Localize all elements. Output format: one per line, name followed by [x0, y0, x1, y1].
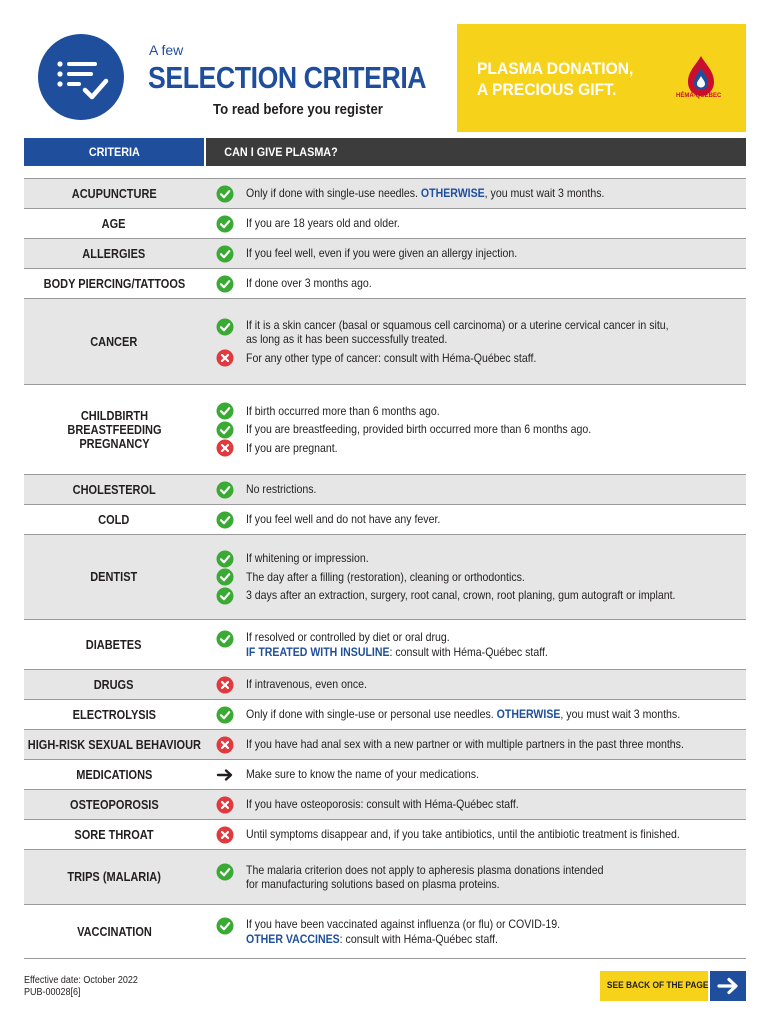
answer-cell	[214, 505, 734, 534]
answer-text-part: If you have had anal sex with a new partner or with multiple partners in the past three months.	[246, 737, 684, 752]
answer-text	[246, 351, 536, 366]
answer-item	[214, 441, 734, 456]
answer-text-part: If birth occurred more than 6 months ago.	[246, 403, 440, 418]
table-row	[24, 208, 746, 238]
answer-text-part: If intravenous, even once.	[246, 677, 367, 692]
answer-text-part: If you have been vaccinated against influenza (or flu) or COVID-19.	[246, 917, 561, 931]
check-icon	[216, 863, 234, 881]
answer-text	[246, 588, 675, 603]
answer-text	[246, 827, 680, 842]
answer-item	[214, 863, 734, 892]
criteria-label: CANCER	[90, 334, 138, 349]
answer-cell	[214, 670, 734, 699]
criteria-label: DENTIST	[90, 570, 138, 584]
answer-text-part: No restrictions.	[246, 482, 317, 497]
answer-text-part: for manufacturing solutions based on plasma proteins.	[246, 877, 500, 891]
answer-cell	[214, 850, 734, 904]
answer-item	[214, 588, 734, 603]
answer-cell	[214, 620, 734, 669]
table-row	[24, 789, 746, 819]
answer-text-line2	[246, 645, 548, 660]
criteria-label: SORE THROAT	[74, 827, 154, 842]
cross-icon	[216, 349, 234, 367]
answer-text-part: : consult with Héma-Québec staff.	[339, 931, 498, 946]
criteria-cell	[24, 209, 204, 238]
table-header	[24, 138, 746, 166]
answer-text	[246, 246, 517, 261]
criteria-label: VACCINATION	[76, 924, 152, 939]
answer-cell	[214, 179, 734, 208]
arrow-icon	[216, 766, 234, 784]
arrow-right-icon	[710, 971, 746, 1001]
check-icon	[216, 245, 234, 263]
next-page-button[interactable]	[710, 971, 746, 1001]
criteria-cell	[24, 850, 204, 904]
answer-item	[214, 404, 734, 419]
answer-item	[214, 570, 734, 585]
answer-cell	[214, 535, 734, 619]
answer-cell	[214, 299, 734, 384]
criteria-cell	[24, 790, 204, 819]
table-row	[24, 474, 746, 504]
table-row	[24, 729, 746, 759]
answer-item	[214, 351, 734, 366]
cross-icon	[216, 736, 234, 754]
answer-cell	[214, 239, 734, 268]
criteria-cell	[24, 700, 204, 729]
criteria-cell	[24, 505, 204, 534]
answer-text-part: If you are 18 years old and older.	[246, 216, 400, 231]
table-row	[24, 699, 746, 729]
answer-text	[246, 318, 669, 333]
footer-info	[24, 975, 151, 999]
criteria-label: AGE	[102, 216, 126, 231]
banner-line-1: PLASMA DONATION,	[477, 59, 634, 78]
criteria-cell	[24, 620, 204, 669]
answer-text-part: : consult with Héma-Québec staff.	[389, 644, 548, 659]
answer-text	[246, 797, 519, 812]
banner-line-2: A PRECIOUS GIFT.	[477, 80, 617, 99]
check-icon	[216, 706, 234, 724]
page-header	[0, 0, 768, 140]
publication-code: PUB-00028[6]	[24, 987, 81, 998]
criteria-label: ACUPUNCTURE	[71, 186, 157, 201]
answer-item	[214, 767, 734, 782]
criteria-label: DIABETES	[86, 637, 142, 652]
answer-item	[214, 318, 734, 347]
check-icon	[216, 215, 234, 233]
table-row	[24, 619, 746, 669]
cross-icon	[216, 676, 234, 694]
emphasis-text: OTHERWISE	[420, 186, 485, 201]
emphasis-text: OTHERWISE	[496, 707, 561, 722]
answer-text	[246, 276, 372, 291]
answer-text-part: as long as it has been successfully treated.	[246, 332, 448, 347]
answer-text-part: Only if done with single-use needles.	[246, 186, 421, 201]
plasma-banner	[457, 24, 746, 132]
answer-text-part: The malaria criterion does not apply to apheresis plasma donations intended	[246, 862, 604, 877]
table-row	[24, 759, 746, 789]
page-title: SELECTION CRITERIA	[148, 60, 427, 95]
answer-item	[214, 551, 734, 566]
criteria-cell	[24, 269, 204, 298]
criteria-cell	[24, 820, 204, 849]
answer-item	[214, 827, 734, 842]
criteria-cell	[24, 475, 204, 504]
criteria-column-header: CRITERIA	[24, 138, 204, 166]
answer-item	[214, 707, 734, 722]
answer-item	[214, 422, 734, 437]
effective-date: Effective date: October 2022	[24, 975, 138, 986]
table-row	[24, 669, 746, 699]
logo-wordmark: HÉMA-QUÉBEC	[676, 93, 722, 99]
checklist-icon	[38, 34, 124, 120]
answer-item	[214, 797, 734, 812]
criteria-label: TRIPS (MALARIA)	[67, 870, 161, 884]
check-icon	[216, 511, 234, 529]
answer-text	[246, 570, 525, 585]
answer-cell	[214, 760, 734, 789]
answer-cell	[214, 905, 734, 958]
answer-text	[246, 216, 400, 231]
criteria-cell	[24, 299, 204, 384]
answer-cell	[214, 700, 734, 729]
answer-text	[246, 917, 560, 932]
criteria-label: MEDICATIONS	[75, 767, 153, 782]
answer-text	[246, 404, 440, 419]
answer-text-part: Make sure to know the name of your medications.	[246, 767, 480, 782]
answer-text-part: Until symptoms disappear and, if you take antibiotics, until the antibiotic treatment is finished.	[246, 827, 680, 842]
check-icon	[216, 481, 234, 499]
answer-text-part: If you are breastfeeding, provided birth occurred more than 6 months ago.	[246, 422, 592, 437]
answer-text-part: If you are pregnant.	[246, 440, 338, 455]
table-row	[24, 534, 746, 619]
answer-text-part: , you must wait 3 months.	[484, 186, 605, 201]
answer-text	[246, 422, 591, 437]
answer-text-part: If whitening or impression.	[246, 551, 369, 566]
answer-item	[214, 512, 734, 527]
answer-item	[214, 677, 734, 692]
question-column-header: CAN I GIVE PLASMA?	[206, 138, 746, 166]
answer-text-part: If it is a skin cancer (basal or squamous cell carcinoma) or a uterine cervical cancer in situ,	[246, 317, 669, 332]
cross-icon	[216, 796, 234, 814]
check-icon	[216, 568, 234, 586]
page-subtitle: To read before you register	[213, 101, 383, 118]
answer-text-part: If you feel well, even if you were given an allergy injection.	[246, 246, 518, 261]
check-icon	[216, 318, 234, 336]
criteria-cell	[24, 239, 204, 268]
banner-slogan	[477, 58, 633, 100]
criteria-cell	[24, 670, 204, 699]
answer-text-part: If you have osteoporosis: consult with Héma-Québec staff.	[246, 797, 519, 812]
criteria-label: DRUGS	[94, 677, 134, 692]
answer-text	[246, 551, 369, 566]
header-prefix: A few	[149, 42, 184, 58]
table-row	[24, 904, 746, 959]
check-icon	[216, 421, 234, 439]
answer-text	[246, 482, 316, 497]
cross-icon	[216, 826, 234, 844]
criteria-cell	[24, 760, 204, 789]
table-row	[24, 238, 746, 268]
answer-text	[246, 186, 604, 201]
answer-text-line2	[246, 877, 500, 892]
check-icon	[216, 185, 234, 203]
answer-text	[246, 441, 338, 456]
check-icon	[216, 402, 234, 420]
table-row	[24, 268, 746, 298]
answer-text-part: If resolved or controlled by diet or oral drug.	[246, 630, 450, 644]
answer-text	[246, 677, 367, 692]
cross-icon	[216, 439, 234, 457]
criteria-label: ALLERGIES	[82, 246, 146, 261]
answer-cell	[214, 820, 734, 849]
criteria-label: COLD	[98, 512, 130, 527]
criteria-cell	[24, 905, 204, 958]
table-row	[24, 298, 746, 384]
answer-item	[214, 630, 734, 659]
answer-item	[214, 246, 734, 261]
table-row	[24, 384, 746, 474]
answer-cell	[214, 790, 734, 819]
table-row	[24, 178, 746, 208]
answer-text-part: , you must wait 3 months.	[560, 707, 681, 722]
answer-text-line2	[246, 332, 447, 347]
answer-text	[246, 707, 680, 722]
answer-text	[246, 630, 450, 645]
answer-item	[214, 216, 734, 231]
table-row	[24, 849, 746, 904]
answer-item	[214, 276, 734, 291]
criteria-label: HIGH-RISK SEXUAL BEHAVIOUR	[27, 737, 201, 752]
answer-text-part: The day after a filling (restoration), cleaning or orthodontics.	[246, 569, 525, 584]
answer-text-part: If you feel well and do not have any fever.	[246, 512, 441, 527]
criteria-label: OSTEOPOROSIS	[69, 797, 159, 812]
answer-text-part: If done over 3 months ago.	[246, 276, 372, 291]
table-row	[24, 819, 746, 849]
answer-text	[246, 767, 479, 782]
answer-text-part: Only if done with single-use or personal use needles.	[246, 707, 497, 722]
see-back-button[interactable]: SEE BACK OF THE PAGE	[600, 971, 708, 1001]
answer-cell	[214, 730, 734, 759]
answer-text	[246, 737, 684, 752]
check-icon	[216, 587, 234, 605]
criteria-cell	[24, 385, 204, 474]
criteria-label: CHOLESTEROL	[72, 482, 156, 497]
answer-text-part: For any other type of cancer: consult with Héma-Québec staff.	[246, 350, 537, 365]
answer-item	[214, 186, 734, 201]
emphasis-text: OTHER VACCINES	[246, 931, 340, 946]
criteria-cell	[24, 535, 204, 619]
criteria-label: BODY PIERCING/TATTOOS	[43, 276, 185, 291]
answer-cell	[214, 209, 734, 238]
check-icon	[216, 630, 234, 648]
answer-cell	[214, 475, 734, 504]
answer-text	[246, 863, 604, 878]
table-row	[24, 504, 746, 534]
answer-cell	[214, 269, 734, 298]
answer-item	[214, 917, 734, 946]
check-icon	[216, 550, 234, 568]
check-icon	[216, 275, 234, 293]
answer-item	[214, 737, 734, 752]
answer-text-part: 3 days after an extraction, surgery, root canal, crown, root planing, gum autograft or implant.	[246, 588, 676, 603]
check-icon	[216, 917, 234, 935]
answer-item	[214, 482, 734, 497]
criteria-cell	[24, 730, 204, 759]
criteria-label: ELECTROLYSIS	[72, 707, 156, 722]
criteria-label: CHILDBIRTH BREASTFEEDING PREGNANCY	[66, 408, 162, 451]
answer-text	[246, 512, 440, 527]
emphasis-text: IF TREATED WITH INSULINE	[246, 644, 390, 659]
answer-text-line2	[246, 932, 498, 947]
criteria-cell	[24, 179, 204, 208]
answer-cell	[214, 385, 734, 474]
